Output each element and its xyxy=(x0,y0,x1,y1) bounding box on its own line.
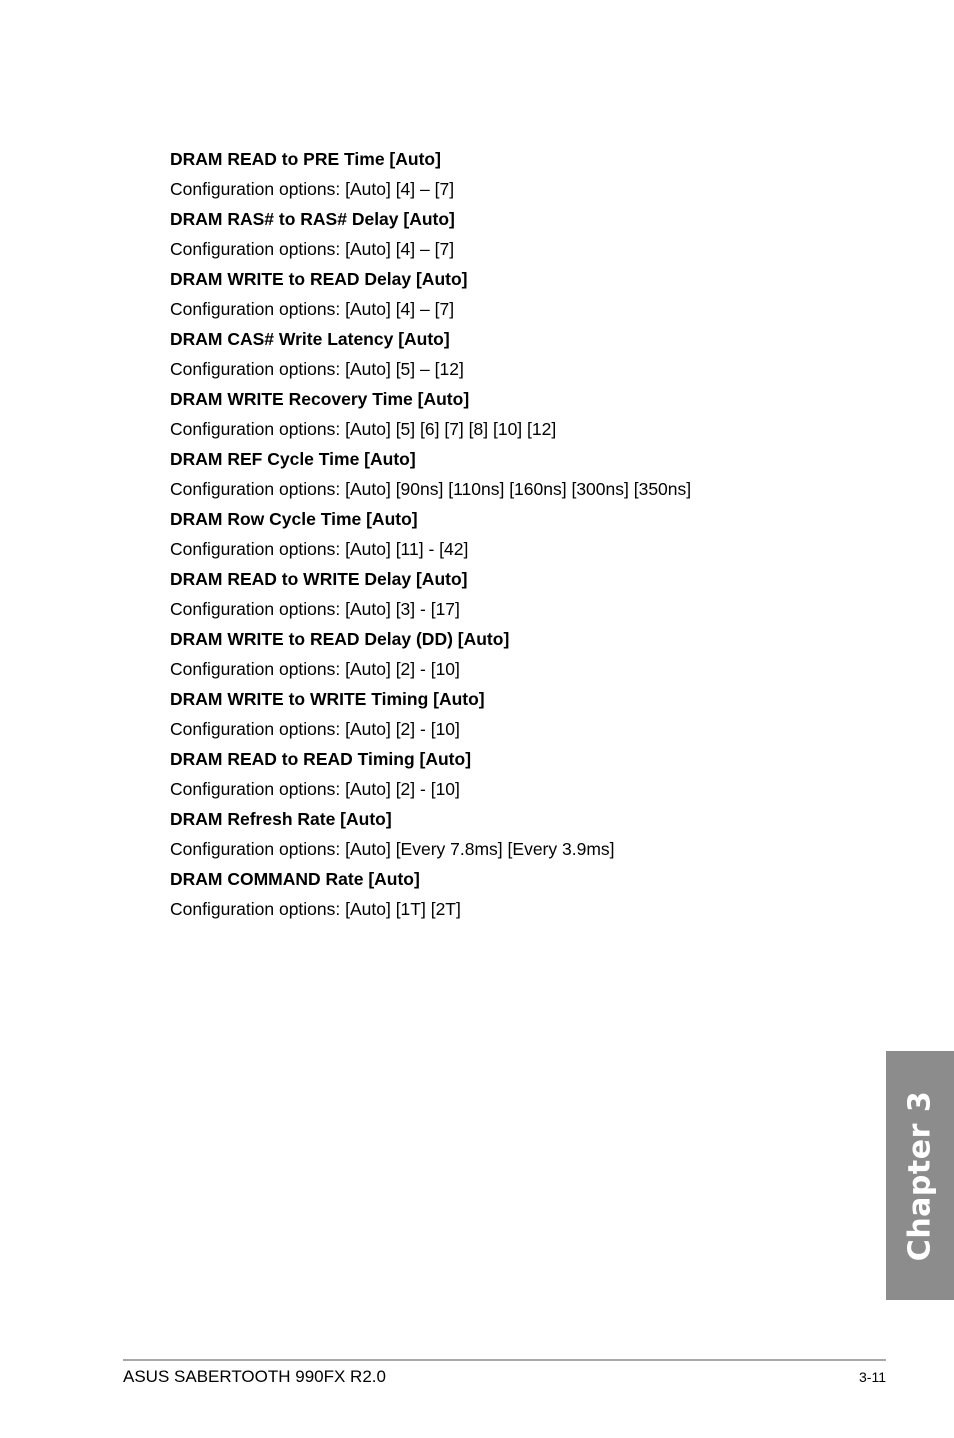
setting-item xyxy=(170,684,810,744)
setting-item xyxy=(170,384,810,444)
settings-list xyxy=(170,144,810,924)
setting-item xyxy=(170,204,810,264)
footer-page-number: 3-11 xyxy=(859,1369,886,1385)
setting-options: Configuration options: [Auto] [5] – [12] xyxy=(170,359,464,379)
setting-options: Configuration options: [Auto] [90ns] [110ns] [160ns] [300ns] [350ns] xyxy=(170,479,692,499)
setting-item xyxy=(170,504,810,564)
footer-divider xyxy=(123,1359,886,1361)
setting-options: Configuration options: [Auto] [4] – [7] xyxy=(170,239,455,259)
setting-title: DRAM RAS# to RAS# Delay [Auto] xyxy=(170,209,455,229)
setting-item xyxy=(170,564,810,624)
setting-title: DRAM WRITE to WRITE Timing [Auto] xyxy=(170,689,485,709)
setting-options: Configuration options: [Auto] [3] - [17] xyxy=(170,599,460,619)
setting-title: DRAM READ to PRE Time [Auto] xyxy=(170,149,441,169)
setting-title: DRAM READ to WRITE Delay [Auto] xyxy=(170,569,468,589)
setting-options: Configuration options: [Auto] [5] [6] [7] [8] [10] [12] xyxy=(170,419,557,439)
setting-options: Configuration options: [Auto] [4] – [7] xyxy=(170,299,455,319)
chapter-tab-label: Chapter 3 xyxy=(902,1090,938,1261)
setting-title: DRAM WRITE Recovery Time [Auto] xyxy=(170,389,470,409)
setting-options: Configuration options: [Auto] [1T] [2T] xyxy=(170,899,461,919)
setting-title: DRAM Row Cycle Time [Auto] xyxy=(170,509,418,529)
setting-title: DRAM COMMAND Rate [Auto] xyxy=(170,869,420,889)
setting-options: Configuration options: [Auto] [Every 7.8ms] [Every 3.9ms] xyxy=(170,839,615,859)
setting-item xyxy=(170,804,810,864)
setting-title: DRAM CAS# Write Latency [Auto] xyxy=(170,329,450,349)
setting-options: Configuration options: [Auto] [11] - [42] xyxy=(170,539,469,559)
footer-product-name: ASUS SABERTOOTH 990FX R2.0 xyxy=(123,1367,386,1386)
setting-item xyxy=(170,444,810,504)
setting-item xyxy=(170,264,810,324)
chapter-tab xyxy=(886,1051,954,1300)
setting-title: DRAM Refresh Rate [Auto] xyxy=(170,809,392,829)
setting-title: DRAM WRITE to READ Delay (DD) [Auto] xyxy=(170,629,510,649)
setting-item xyxy=(170,624,810,684)
setting-item xyxy=(170,144,810,204)
setting-title: DRAM REF Cycle Time [Auto] xyxy=(170,449,416,469)
setting-options: Configuration options: [Auto] [4] – [7] xyxy=(170,179,455,199)
setting-title: DRAM WRITE to READ Delay [Auto] xyxy=(170,269,468,289)
setting-options: Configuration options: [Auto] [2] - [10] xyxy=(170,719,460,739)
setting-item xyxy=(170,864,810,924)
setting-options: Configuration options: [Auto] [2] - [10] xyxy=(170,659,460,679)
setting-item xyxy=(170,744,810,804)
setting-options: Configuration options: [Auto] [2] - [10] xyxy=(170,779,460,799)
setting-title: DRAM READ to READ Timing [Auto] xyxy=(170,749,472,769)
setting-item xyxy=(170,324,810,384)
